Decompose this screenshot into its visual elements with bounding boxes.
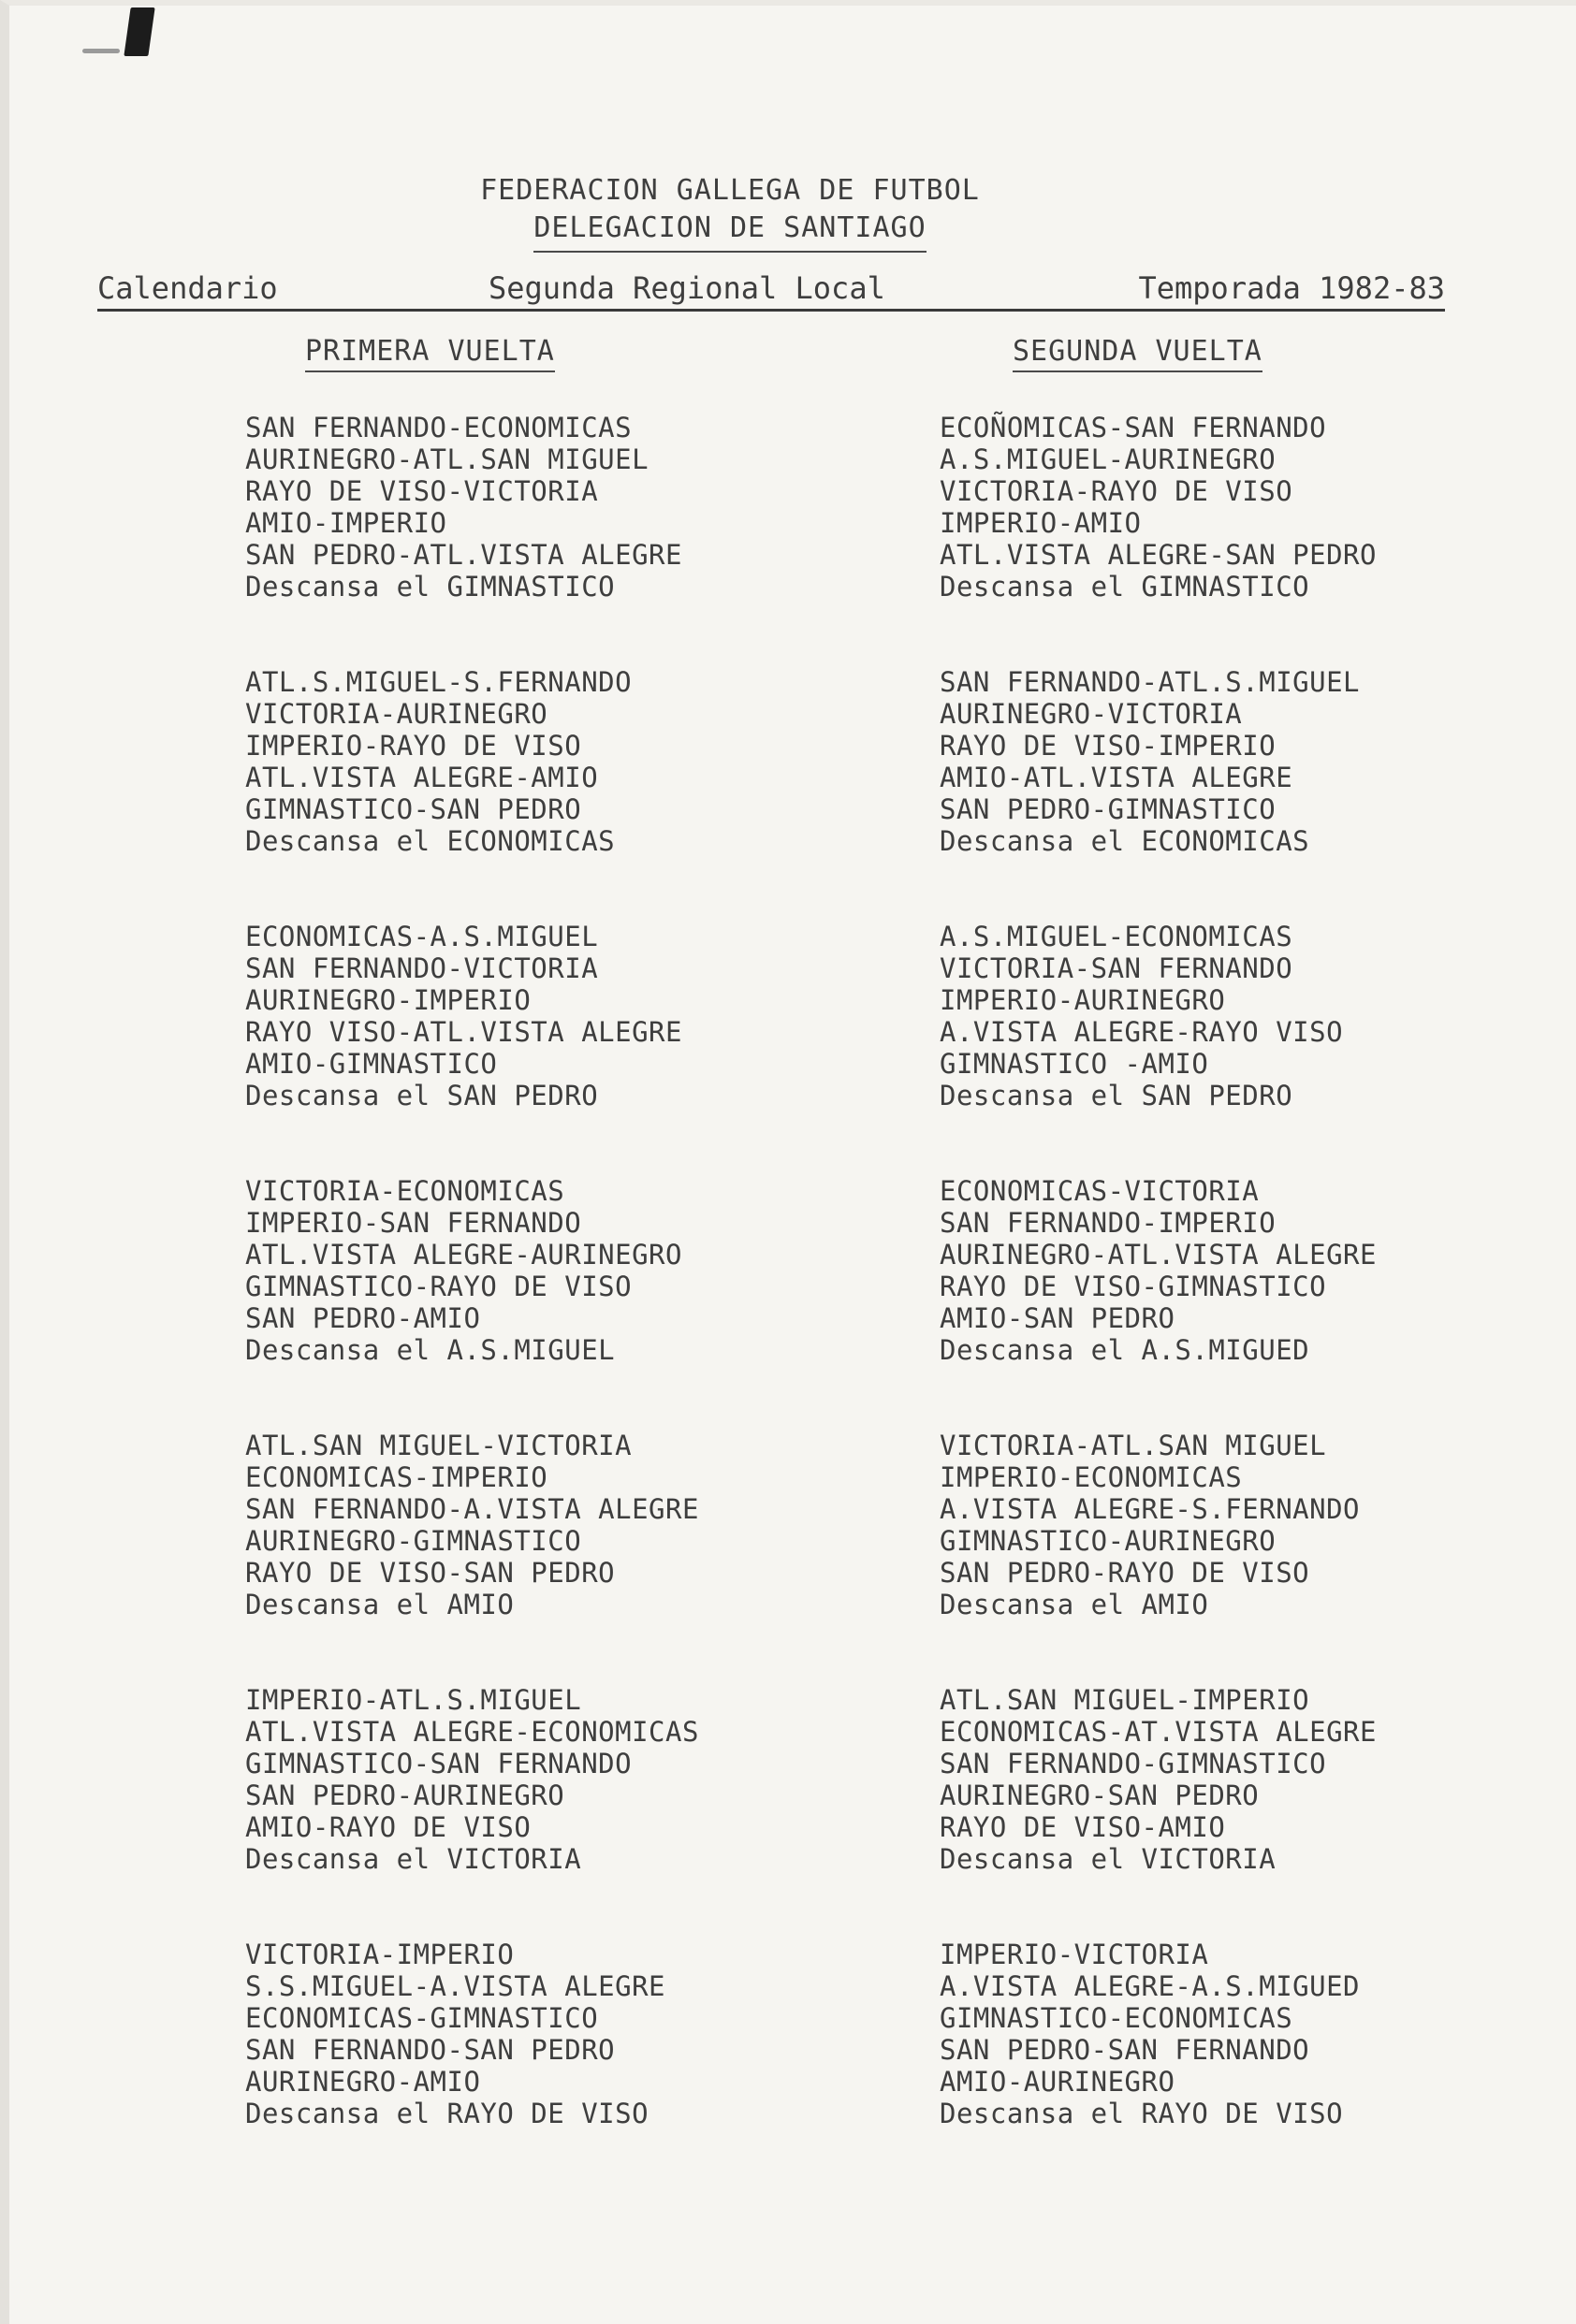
match-line: RAYO DE VISO-SAN PEDRO xyxy=(245,1557,616,1589)
match-line: ATL.VISTA ALEGRE-AMIO xyxy=(245,762,599,793)
jornada-block xyxy=(940,666,1520,857)
match-line: ECONOMICAS-GIMNASTICO xyxy=(245,2002,599,2034)
match-line: S.S.MIGUEL-A.VISTA ALEGRE xyxy=(245,1970,665,2002)
match-line: ECONOMICAS-AT.VISTA ALEGRE xyxy=(940,1716,1377,1748)
jornada-block xyxy=(940,1939,1520,2129)
match-line: SAN PEDRO-AURINEGRO xyxy=(245,1779,565,1811)
rest-line: Descansa el VICTORIA xyxy=(245,1843,582,1875)
federation-name: FEDERACION GALLEGA DE FUTBOL xyxy=(480,174,980,207)
rest-line: Descansa el AMIO xyxy=(940,1589,1209,1620)
match-line: ATL.SAN MIGUEL-IMPERIO xyxy=(940,1684,1310,1716)
document-header xyxy=(0,172,1460,253)
jornada-block xyxy=(245,412,825,603)
match-line: SAN PEDRO-SAN FERNANDO xyxy=(940,2034,1310,2066)
match-line: ECONOMICAS-VICTORIA xyxy=(940,1175,1260,1207)
match-line: AURINEGRO-ATL.VISTA ALEGRE xyxy=(940,1239,1377,1271)
match-line: VICTORIA-RAYO DE VISO xyxy=(940,475,1293,507)
jornada-block xyxy=(940,921,1520,1111)
rest-line: Descansa el AMIO xyxy=(245,1589,515,1620)
rest-line: Descansa el A.S.MIGUED xyxy=(940,1334,1310,1366)
match-line: AURINEGRO-GIMNASTICO xyxy=(245,1525,582,1557)
second-round-title: SEGUNDA VUELTA xyxy=(1013,333,1262,372)
jornada-block xyxy=(245,666,825,857)
match-line: IMPERIO-RAYO DE VISO xyxy=(245,730,582,762)
rest-line: Descansa el RAYO DE VISO xyxy=(245,2098,649,2129)
match-line: SAN PEDRO-GIMNASTICO xyxy=(940,793,1277,825)
rest-line: Descansa el RAYO DE VISO xyxy=(940,2098,1344,2129)
calendar-label: Calendario xyxy=(97,270,278,306)
match-line: IMPERIO-AURINEGRO xyxy=(940,984,1226,1016)
match-line: SAN FERNANDO-VICTORIA xyxy=(245,952,599,984)
jornada-block xyxy=(245,1939,825,2129)
match-line: A.S.MIGUEL-ECONOMICAS xyxy=(940,921,1293,952)
match-line: IMPERIO-ATL.S.MIGUEL xyxy=(245,1684,582,1716)
match-line: AURINEGRO-IMPERIO xyxy=(245,984,532,1016)
rest-line: Descansa el SAN PEDRO xyxy=(940,1080,1293,1111)
match-line: IMPERIO-VICTORIA xyxy=(940,1939,1209,1970)
match-line: IMPERIO-AMIO xyxy=(940,507,1142,539)
first-round-title: PRIMERA VUELTA xyxy=(305,333,555,372)
match-line: ATL.VISTA ALEGRE-AURINEGRO xyxy=(245,1239,682,1271)
division-label: Segunda Regional Local xyxy=(489,270,885,306)
match-line: ATL.VISTA ALEGRE-ECONOMICAS xyxy=(245,1716,699,1748)
season-label: Temporada 1982-83 xyxy=(1138,270,1445,306)
match-line: SAN PEDRO-RAYO DE VISO xyxy=(940,1557,1310,1589)
match-line: AURINEGRO-AMIO xyxy=(245,2066,481,2098)
jornada-block xyxy=(245,921,825,1111)
jornada-block xyxy=(940,412,1520,603)
match-line: IMPERIO-SAN FERNANDO xyxy=(245,1207,582,1239)
match-line: SAN FERNANDO-SAN PEDRO xyxy=(245,2034,616,2066)
match-line: GIMNASTICO-SAN FERNANDO xyxy=(245,1748,633,1779)
rest-line: Descansa el SAN PEDRO xyxy=(245,1080,599,1111)
match-line: AMIO-SAN PEDRO xyxy=(940,1302,1175,1334)
rest-line: Descansa el ECONOMICAS xyxy=(940,825,1310,857)
rest-line: Descansa el A.S.MIGUEL xyxy=(245,1334,616,1366)
match-line: AMIO-AURINEGRO xyxy=(940,2066,1175,2098)
match-line: RAYO DE VISO-AMIO xyxy=(940,1811,1226,1843)
match-line: GIMNASTICO-ECONOMICAS xyxy=(940,2002,1293,2034)
rest-line: Descansa el VICTORIA xyxy=(940,1843,1277,1875)
match-line: ECONOMICAS-A.S.MIGUEL xyxy=(245,921,599,952)
match-line: RAYO DE VISO-GIMNASTICO xyxy=(940,1271,1327,1302)
match-line: IMPERIO-ECONOMICAS xyxy=(940,1461,1243,1493)
match-line: AMIO-GIMNASTICO xyxy=(245,1048,498,1080)
match-line: ATL.SAN MIGUEL-VICTORIA xyxy=(245,1430,633,1461)
match-line: A.VISTA ALEGRE-RAYO VISO xyxy=(940,1016,1344,1048)
match-line: AURINEGRO-SAN PEDRO xyxy=(940,1779,1260,1811)
match-line: VICTORIA-SAN FERNANDO xyxy=(940,952,1293,984)
match-line: A.VISTA ALEGRE-S.FERNANDO xyxy=(940,1493,1360,1525)
match-line: AURINEGRO-VICTORIA xyxy=(940,698,1243,730)
match-line: ATL.VISTA ALEGRE-SAN PEDRO xyxy=(940,539,1377,571)
match-line: GIMNASTICO-SAN PEDRO xyxy=(245,793,582,825)
match-line: VICTORIA-IMPERIO xyxy=(245,1939,515,1970)
match-line: GIMNASTICO -AMIO xyxy=(940,1048,1209,1080)
match-line: SAN PEDRO-ATL.VISTA ALEGRE xyxy=(245,539,682,571)
match-line: SAN FERNANDO-IMPERIO xyxy=(940,1207,1277,1239)
match-line: RAYO DE VISO-IMPERIO xyxy=(940,730,1277,762)
jornada-block xyxy=(940,1430,1520,1620)
match-line: GIMNASTICO-AURINEGRO xyxy=(940,1525,1277,1557)
match-line: AMIO-ATL.VISTA ALEGRE xyxy=(940,762,1293,793)
match-line: AURINEGRO-ATL.SAN MIGUEL xyxy=(245,443,649,475)
match-line: AMIO-RAYO DE VISO xyxy=(245,1811,532,1843)
match-line: VICTORIA-ECONOMICAS xyxy=(245,1175,565,1207)
match-line: SAN FERNANDO-A.VISTA ALEGRE xyxy=(245,1493,699,1525)
rest-line: Descansa el GIMNASTICO xyxy=(940,571,1310,603)
match-line: ATL.S.MIGUEL-S.FERNANDO xyxy=(245,666,633,698)
match-line: VICTORIA-AURINEGRO xyxy=(245,698,548,730)
match-line: RAYO DE VISO-VICTORIA xyxy=(245,475,599,507)
info-bar xyxy=(97,268,1445,312)
jornada-block xyxy=(245,1175,825,1366)
match-line: A.VISTA ALEGRE-A.S.MIGUED xyxy=(940,1970,1360,2002)
match-line: SAN FERNANDO-ATL.S.MIGUEL xyxy=(940,666,1360,698)
match-line: AMIO-IMPERIO xyxy=(245,507,447,539)
ink-blot-mark xyxy=(124,7,154,56)
match-line: A.S.MIGUEL-AURINEGRO xyxy=(940,443,1277,475)
match-line: SAN PEDRO-AMIO xyxy=(245,1302,481,1334)
ink-smudge-mark xyxy=(82,49,120,53)
match-line: GIMNASTICO-RAYO DE VISO xyxy=(245,1271,633,1302)
jornada-block xyxy=(245,1684,825,1875)
match-line: SAN FERNANDO-GIMNASTICO xyxy=(940,1748,1327,1779)
rest-line: Descansa el ECONOMICAS xyxy=(245,825,616,857)
match-line: RAYO VISO-ATL.VISTA ALEGRE xyxy=(245,1016,682,1048)
jornada-block xyxy=(245,1430,825,1620)
jornada-block xyxy=(940,1175,1520,1366)
jornada-block xyxy=(940,1684,1520,1875)
match-line: SAN FERNANDO-ECONOMICAS xyxy=(245,412,633,443)
match-line: VICTORIA-ATL.SAN MIGUEL xyxy=(940,1430,1327,1461)
delegation-name: DELEGACION DE SANTIAGO xyxy=(533,210,926,253)
match-line: ECOÑOMICAS-SAN FERNANDO xyxy=(940,412,1327,443)
rest-line: Descansa el GIMNASTICO xyxy=(245,571,616,603)
match-line: ECONOMICAS-IMPERIO xyxy=(245,1461,548,1493)
